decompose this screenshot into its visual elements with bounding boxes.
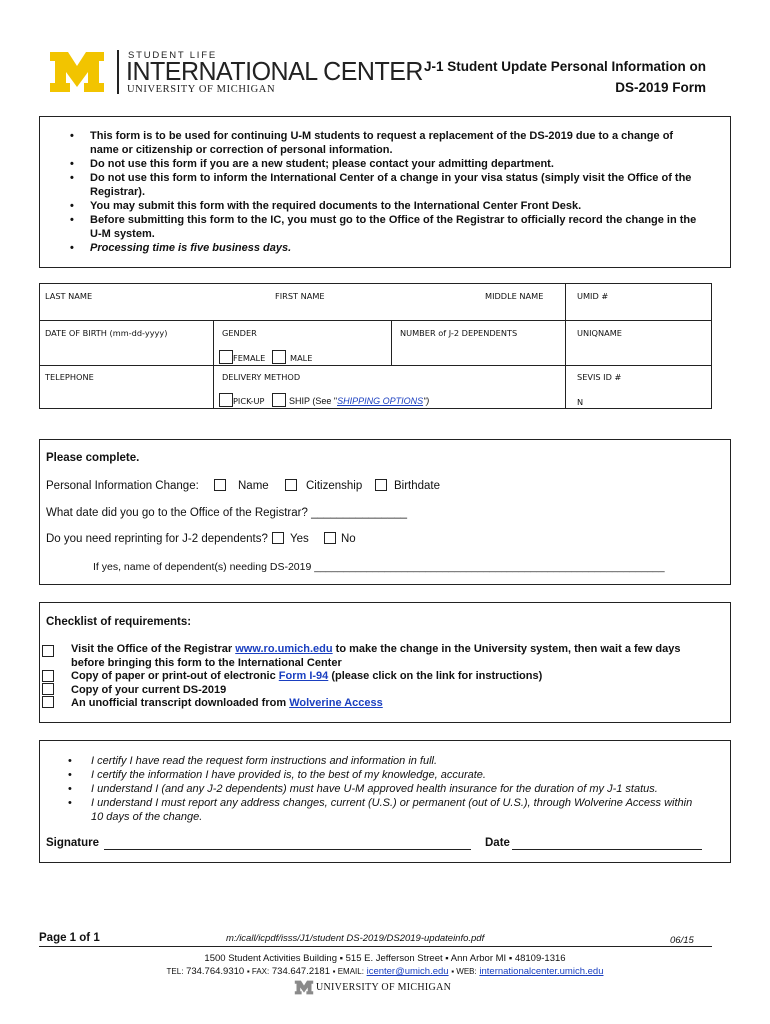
citizenship-change-checkbox[interactable]	[285, 479, 297, 491]
uniqname-field[interactable]: UNIQNAME	[577, 328, 622, 338]
signature-label: Signature	[46, 837, 100, 849]
instruction-text: This form is to be used for continuing U-M students to request a replacement of the DS-2019 due to a change of	[90, 130, 674, 142]
checklist-registrar-checkbox[interactable]	[42, 645, 54, 657]
checklist-registrar-cont: before bringing this form to the International Center	[71, 657, 342, 669]
female-checkbox[interactable]	[219, 350, 233, 364]
bullet: •	[70, 130, 74, 142]
ship-label	[289, 396, 429, 406]
reprint-yes-label: Yes	[290, 533, 309, 545]
fax-label: ▪ FAX:	[246, 967, 270, 976]
checklist-registrar-item	[71, 643, 680, 655]
tel-label: TEL:	[166, 967, 184, 976]
reprint-no-checkbox[interactable]	[324, 532, 336, 544]
info-table	[39, 283, 712, 409]
instruction-text: Before submitting this form to the IC, you must go to the Office of the Registrar to officially record the change in the	[90, 214, 697, 226]
instruction-text: Do not use this form if you are a new student; please contact your admitting department.	[90, 158, 554, 170]
citizenship-change-label: Citizenship	[306, 480, 363, 492]
checklist-transcript-item	[71, 697, 383, 709]
bullet: •	[70, 242, 74, 254]
ship-prefix: SHIP (See "	[289, 396, 338, 406]
footer-block-m-icon	[294, 980, 314, 995]
reprint-yes-checkbox[interactable]	[272, 532, 284, 544]
birthdate-change-label: Birthdate	[394, 480, 441, 492]
table-divider-col-umid	[565, 283, 566, 409]
checklist-registrar-text-post: to make the change in the University system, then wait a few days	[332, 643, 681, 655]
certify-text: I understand I (and any J-2 dependents) must have U-M approved health insurance for the duration of my J-1 status.	[91, 783, 658, 795]
checklist-registrar-text: Visit the Office of the Registrar	[71, 643, 236, 655]
certify-text: I understand I must report any address changes, current (U.S.) or permanent (out of U.S.), through Wolverine Access within	[91, 797, 693, 809]
block-m-logo	[48, 50, 106, 94]
instruction-text-cont: Registrar).	[90, 186, 146, 198]
date-line[interactable]	[512, 849, 702, 850]
form-version: 06/15	[670, 935, 694, 946]
email-label: ▪ EMAIL:	[332, 967, 364, 976]
table-divider-col-j2	[391, 320, 392, 365]
certify-item	[68, 797, 693, 809]
fax-value: 734.647.2181	[271, 966, 330, 977]
logo-student-life: STUDENT LIFE	[128, 50, 217, 61]
bullet: •	[68, 783, 72, 795]
checklist-ds2019-checkbox[interactable]	[42, 683, 54, 695]
sevis-value: N	[577, 397, 584, 407]
instruction-text-cont: U-M system.	[90, 228, 155, 240]
date-label: Date	[485, 837, 510, 849]
form-title-line2: DS-2019 Form	[615, 80, 706, 95]
certify-item	[68, 783, 658, 795]
footer-um-name: UNIVERSITY OF MICHIGAN	[316, 982, 452, 993]
web-link[interactable]: internationalcenter.umich.edu	[479, 966, 604, 977]
bullet: •	[70, 200, 74, 212]
checklist-heading: Checklist of requirements:	[46, 616, 192, 628]
checklist-i94-item	[71, 670, 542, 682]
complete-heading: Please complete.	[46, 452, 140, 464]
checklist-ds2019-item: Copy of your current DS-2019	[71, 684, 227, 696]
checklist-transcript-checkbox[interactable]	[42, 696, 54, 708]
shipping-options-link[interactable]: SHIPPING OPTIONS	[337, 396, 424, 406]
checklist-i94-text-post: (please click on the link for instructions)	[328, 670, 543, 682]
first-name-field[interactable]: FIRST NAME	[275, 291, 325, 301]
male-label: MALE	[290, 353, 313, 363]
wolverine-access-link[interactable]: Wolverine Access	[289, 697, 383, 709]
reprint-question: Do you need reprinting for J-2 dependents?	[46, 533, 268, 545]
file-path: m:/icall/icpdf/isss/J1/student DS-2019/DS2019-updateinfo.pdf	[226, 933, 485, 944]
checklist-i94-text: Copy of paper or print-out of electronic	[71, 670, 279, 682]
certify-item	[68, 755, 438, 767]
umid-field[interactable]: UMID #	[577, 291, 609, 301]
instruction-text: You may submit this form with the required documents to the International Center Front Desk.	[90, 200, 582, 212]
page-number: Page 1 of 1	[39, 932, 100, 944]
logo-divider	[117, 50, 119, 94]
web-label: ▪ WEB:	[451, 967, 477, 976]
footer-contacts	[0, 966, 770, 977]
bullet: •	[68, 769, 72, 781]
instruction-text: Do not use this form to inform the International Center of a change in your visa status (simply visit the Office of the	[90, 172, 692, 184]
table-divider-row2	[39, 365, 712, 366]
name-change-checkbox[interactable]	[214, 479, 226, 491]
form-title-line1: J-1 Student Update Personal Information on	[423, 59, 706, 74]
instruction-text-cont: name or citizenship or correction of personal information.	[90, 144, 393, 156]
footer-rule	[39, 946, 712, 947]
ship-suffix: ")	[423, 396, 430, 406]
logo-university: UNIVERSITY OF MICHIGAN	[127, 84, 276, 95]
telephone-field[interactable]: TELEPHONE	[45, 372, 94, 382]
gender-label: GENDER	[222, 328, 257, 338]
registrar-link[interactable]: www.ro.umich.edu	[235, 643, 333, 655]
middle-name-field[interactable]: MIDDLE NAME	[485, 291, 544, 301]
reprint-no-label: No	[341, 533, 356, 545]
certify-text-cont: 10 days of the change.	[91, 811, 203, 823]
bullet: •	[70, 214, 74, 226]
checklist-i94-checkbox[interactable]	[42, 670, 54, 682]
signature-line[interactable]	[104, 849, 471, 850]
bullet: •	[68, 797, 72, 809]
bullet: •	[70, 172, 74, 184]
delivery-method-label: DELIVERY METHOD	[222, 372, 301, 382]
instruction-text-emphasis: Processing time is five business days.	[90, 242, 292, 254]
email-link[interactable]: icenter@umich.edu	[366, 966, 449, 977]
name-change-label: Name	[238, 480, 269, 492]
sevis-label: SEVIS ID #	[577, 372, 622, 382]
change-label: Personal Information Change:	[46, 480, 199, 492]
logo-international-center: INTERNATIONAL CENTER	[126, 57, 423, 87]
j2-dependents-field[interactable]: NUMBER of J-2 DEPENDENTS	[400, 328, 518, 338]
table-divider-col-gender	[213, 320, 214, 409]
female-label: FEMALE	[233, 353, 266, 363]
pickup-label: PICK-UP	[233, 396, 265, 406]
checklist-transcript-text: An unofficial transcript downloaded from	[71, 697, 290, 709]
certify-item	[68, 769, 486, 781]
footer-address: 1500 Student Activities Building ▪ 515 E. Jefferson Street ▪ Ann Arbor MI ▪ 48109-1316	[204, 953, 566, 964]
dob-field[interactable]: DATE OF BIRTH (mm-dd-yyyy)	[45, 328, 168, 338]
last-name-field[interactable]: LAST NAME	[45, 291, 93, 301]
birthdate-change-checkbox[interactable]	[375, 479, 387, 491]
certify-text: I certify I have read the request form instructions and information in full.	[91, 755, 438, 767]
dependents-name-field[interactable]: If yes, name of dependent(s) needing DS-2019 ____________________________________________________________	[93, 561, 665, 573]
male-checkbox[interactable]	[272, 350, 286, 364]
bullet: •	[70, 158, 74, 170]
table-divider-row1	[39, 320, 712, 321]
tel-value: 734.764.9310	[186, 966, 245, 977]
form-title	[380, 56, 706, 98]
certify-text: I certify the information I have provided is, to the best of my knowledge, accurate.	[91, 769, 486, 781]
pickup-checkbox[interactable]	[219, 393, 233, 407]
form-i94-link[interactable]: Form I-94	[278, 670, 329, 682]
ship-checkbox[interactable]	[272, 393, 286, 407]
bullet: •	[68, 755, 72, 767]
registrar-date-question[interactable]: What date did you go to the Office of the Registrar? _______________	[46, 507, 408, 519]
